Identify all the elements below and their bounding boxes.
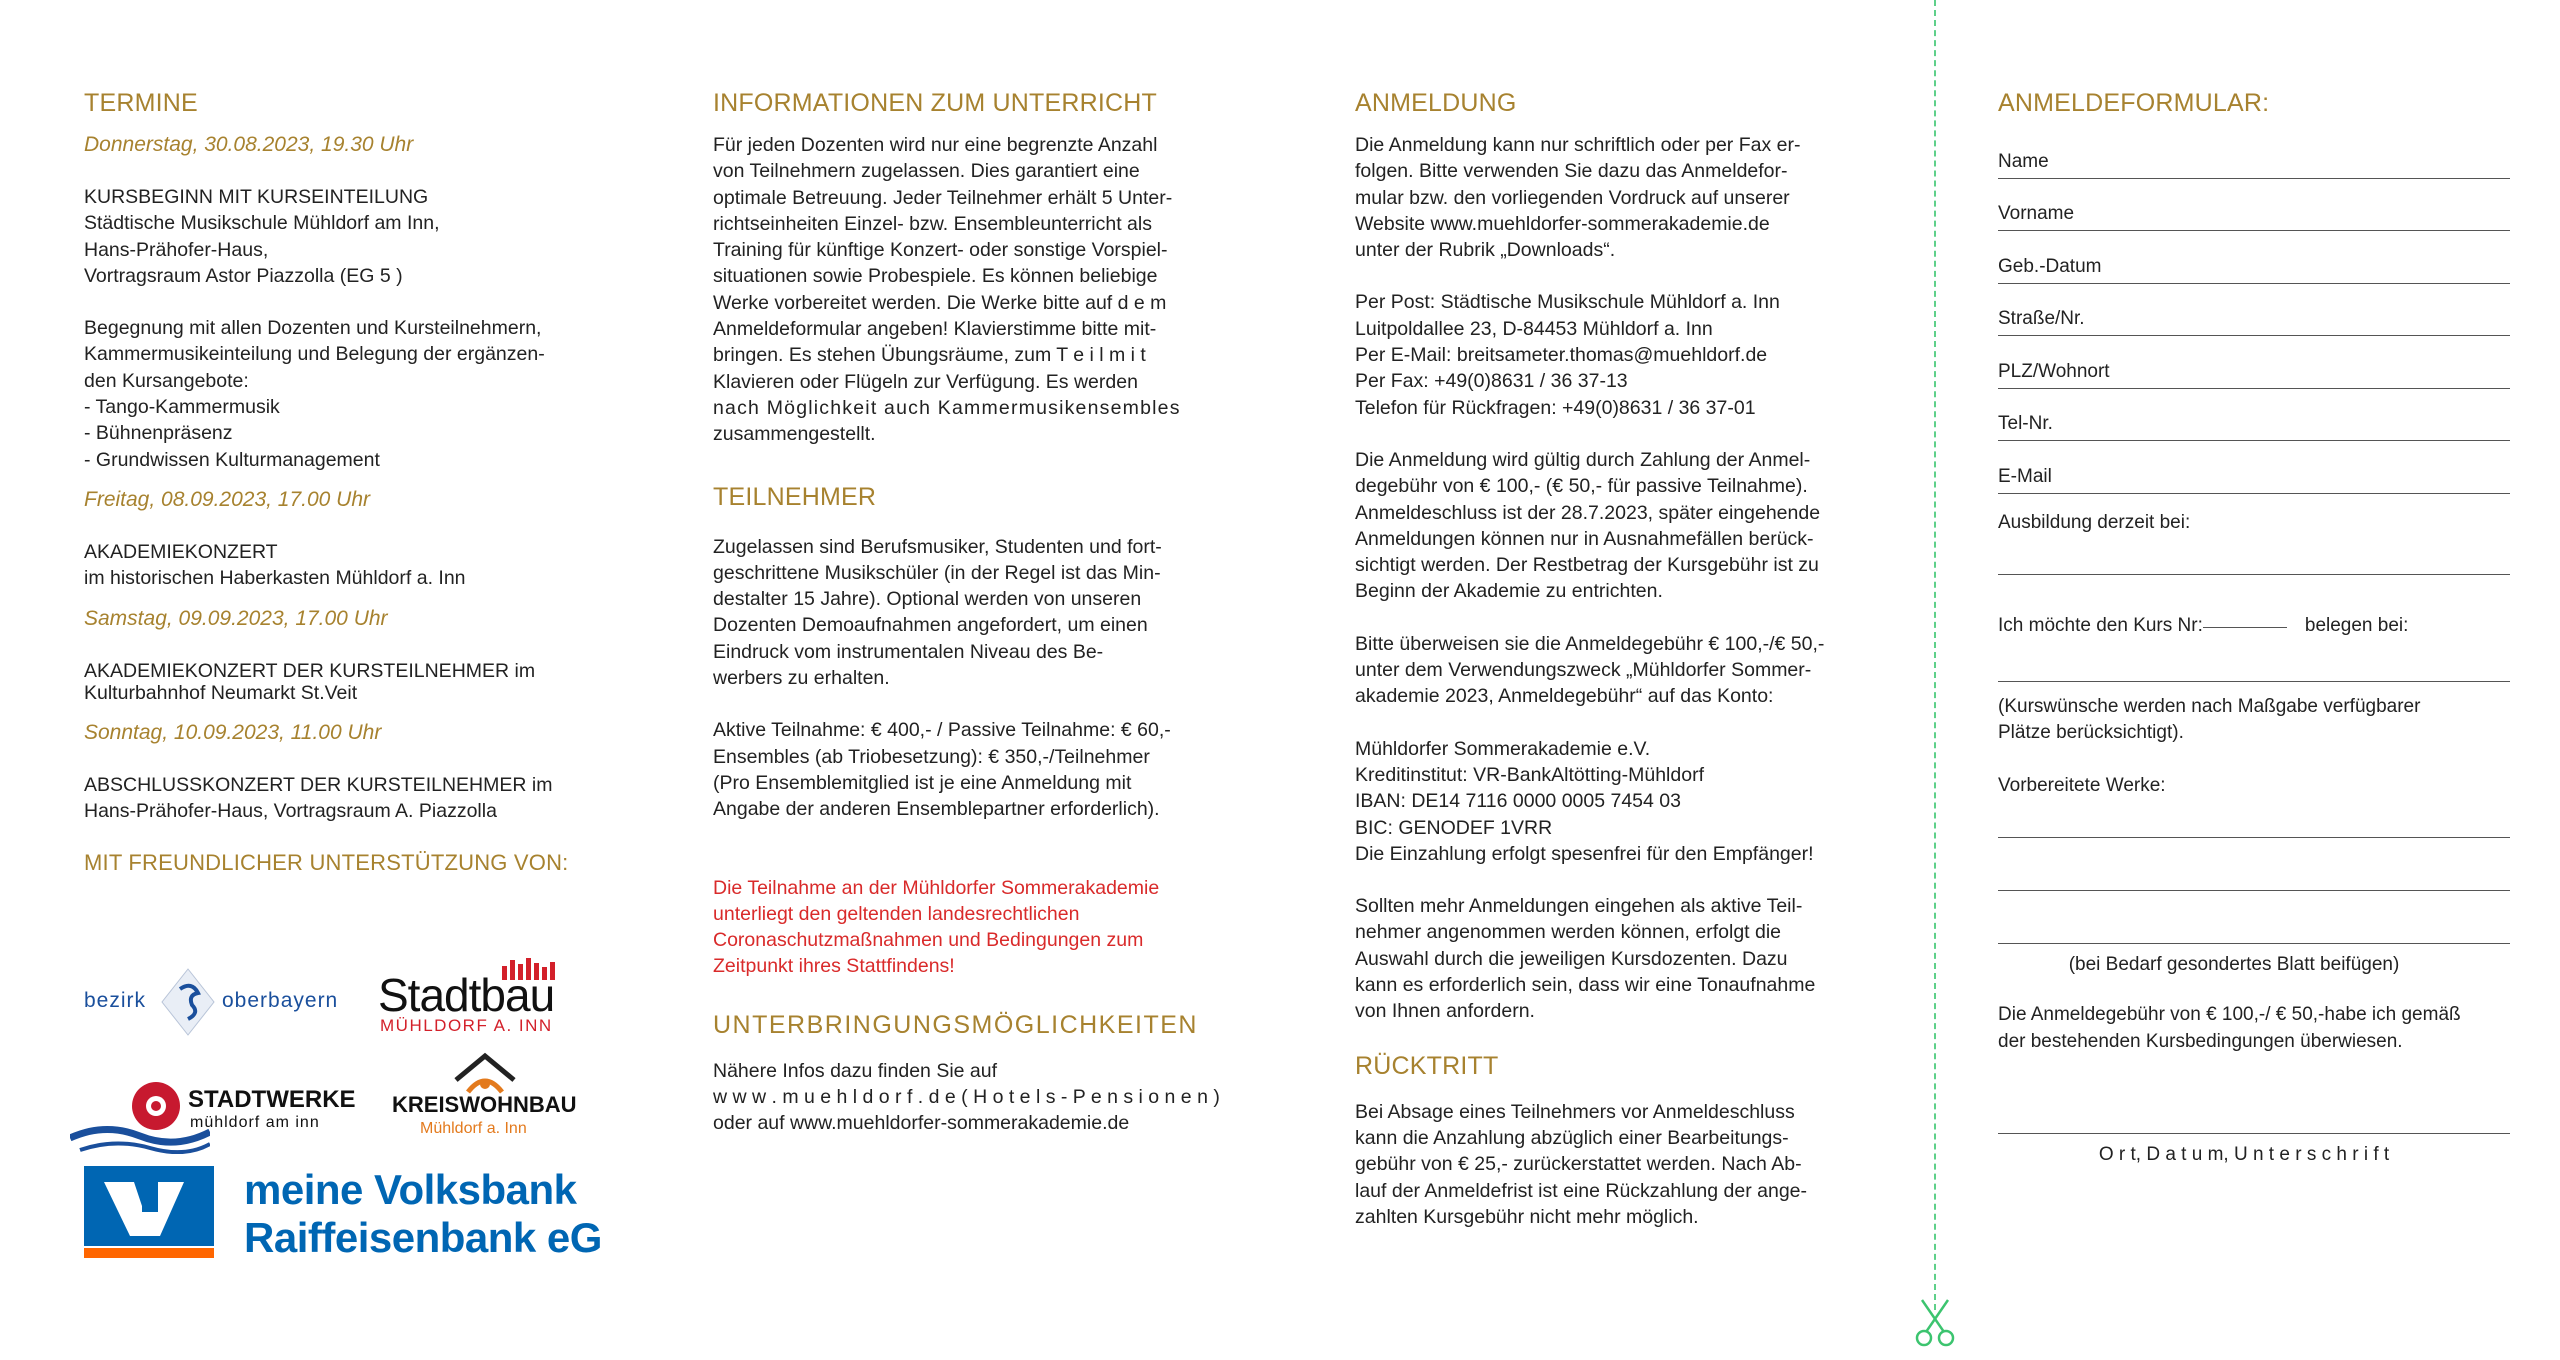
text-line: mular bzw. den vorliegenden Vordruck auf unserer — [1355, 186, 1790, 209]
corona-notice: Coronaschutzmaßnahmen und Bedingungen zum — [713, 929, 1144, 952]
volksbank-logo — [84, 1166, 624, 1266]
text-line: von Teilnehmern zugelassen. Dies garantiert eine — [713, 160, 1140, 183]
kurswunsch-note: Plätze berücksichtigt). — [1998, 722, 2184, 744]
field-name[interactable] — [1998, 128, 2510, 181]
event-date-1: Donnerstag, 30.08.2023, 19.30 Uhr — [84, 133, 414, 156]
kurs-line — [1998, 613, 2510, 639]
text-line: ABSCHLUSSKONZERT DER KURSTEILNEHMER im — [84, 774, 553, 797]
text-line: Per Post: Städtische Musikschule Mühldorf a. Inn — [1355, 291, 1780, 314]
gebuehr-confirmation: der bestehenden Kursbedingungen überwiesen. — [1998, 1030, 2403, 1052]
text-line: oder auf www.muehldorfer-sommerakademie.de — [713, 1112, 1130, 1135]
text-line: Hans-Prähofer-Haus, — [84, 238, 269, 261]
stadtwerke-text: STADTWERKE — [188, 1086, 356, 1113]
text-line: Kulturbahnhof Neumarkt St.Veit — [84, 681, 358, 704]
text-line: Kammermusikeinteilung und Belegung der ergänzen- — [84, 343, 545, 366]
text-line: Klavieren oder Flügeln zur Verfügung. Es werden — [713, 370, 1138, 393]
kreiswohnbau-subtext: Mühldorf a. Inn — [420, 1120, 527, 1137]
volksbank-text: meine Volksbank — [244, 1166, 577, 1213]
ausbildung-label: Ausbildung derzeit bei: — [1998, 511, 2191, 533]
text-line: Vortragsraum Astor Piazzolla (EG 5 ) — [84, 264, 403, 287]
unterricht-text — [713, 132, 1253, 448]
text-line: nach Möglichkeit auch Kammermusikensembles — [713, 396, 1181, 419]
registration-form — [1998, 78, 2510, 1168]
text-line: Anmeldeschluss ist der 28.7.2023, später eingehende — [1355, 501, 1821, 524]
contact-email: Per E-Mail: breitsameter.thomas@muehldorf.de — [1355, 344, 1768, 367]
text-line: - Tango-Kammermusik — [84, 396, 280, 419]
text-line: KURSBEGINN MIT KURSEINTEILUNG — [84, 186, 429, 208]
iban: IBAN: DE14 7116 0000 0005 7454 03 — [1355, 790, 1681, 813]
teilnehmer-text — [713, 534, 1253, 980]
text-line: destalter 15 Jahre). Optional werden von unseren — [713, 588, 1142, 611]
text-line: nehmer angenommen werden können, erfolgt die — [1355, 921, 1782, 944]
event-1-details — [84, 184, 644, 473]
text-line: Städtische Musikschule Mühldorf am Inn, — [84, 212, 440, 235]
support-heading: MIT FREUNDLICHER UNTERSTÜTZUNG VON: — [84, 849, 569, 875]
termine-heading: TERMINE — [84, 89, 198, 117]
text-line: Angabe der anderen Ensemblepartner erforderlich). — [713, 798, 1160, 821]
bezirk-emblem-icon — [160, 967, 216, 1037]
field-vorname[interactable] — [1998, 181, 2510, 234]
info-column — [713, 78, 1253, 1137]
anmeldung-heading: ANMELDUNG — [1355, 89, 1517, 117]
text-line: situationen sowie Probespiele. Es können beliebige — [713, 265, 1158, 288]
kreiswohnbau-logo — [392, 1052, 592, 1142]
text-line: kann die Anzahlung abzüglich einer Bearbeitungs- — [1355, 1126, 1789, 1149]
stadtwerke-subtext: mühldorf am inn — [190, 1114, 320, 1131]
text-line: folgen. Bitte verwenden Sie dazu das Anmeldefor- — [1355, 160, 1788, 183]
text-line: Anmeldungen können nur in Ausnahmefällen berück- — [1355, 527, 1814, 550]
text-line: Die Anmeldung wird gültig durch Zahlung der Anmel- — [1355, 448, 1811, 471]
text-line: gebühr von € 25,- zurückerstattet werden. Nach Ab- — [1355, 1153, 1802, 1176]
kurswunsch-note: (Kurswünsche werden nach Maßgabe verfügbarer — [1998, 696, 2421, 718]
stadtbau-subtext: MÜHLDORF A. INN — [380, 1016, 553, 1035]
text-line: unter der Rubrik „Downloads“. — [1355, 239, 1616, 262]
event-date-3: Samstag, 09.09.2023, 17.00 Uhr — [84, 606, 388, 630]
gebuehr-confirmation: Die Anmeldegebühr von € 100,-/ € 50,-habe ich gemäß — [1998, 1004, 2461, 1026]
kreiswohnbau-text: KREISWOHNBAU — [392, 1092, 577, 1117]
text-line: Bitte überweisen sie die Anmeldegebühr € 100,-/€ 50,- — [1355, 632, 1825, 655]
kreiswohnbau-roof-icon — [452, 1052, 518, 1096]
unterbringung-text — [713, 1058, 1253, 1137]
event-date-2: Freitag, 08.09.2023, 17.00 Uhr — [84, 487, 371, 511]
form-heading: ANMELDEFORMULAR: — [1998, 89, 2270, 117]
belegen-label: belegen bei: — [2304, 614, 2409, 636]
bezirk-text: bezirk — [84, 989, 147, 1012]
field-plz-wohnort[interactable] — [1998, 338, 2510, 391]
text-line: Kreditinstitut: VR-BankAltötting-Mühldorf — [1355, 763, 1704, 786]
text-line: optimale Betreuung. Jeder Teilnehmer erhält 5 Unter- — [713, 186, 1173, 209]
text-line: den Kursangebote: — [84, 369, 249, 392]
text-line: Ensembles (ab Triobesetzung): € 350,-/Teilnehmer — [713, 745, 1150, 768]
text-line: Mühldorfer Sommerakademie e.V. — [1355, 737, 1651, 760]
text-line: geschrittene Musikschüler (in der Regel ist das Min- — [713, 561, 1161, 584]
bezirk-oberbayern-logo — [84, 965, 354, 1045]
text-line: Hans-Prähofer-Haus, Vortragsraum A. Piazzolla — [84, 800, 497, 823]
field-label: Straße/Nr. — [1998, 308, 2085, 329]
scissors-icon — [1914, 1298, 1956, 1348]
text-line: unter dem Verwendungszweck „Mühldorfer Sommer- — [1355, 659, 1812, 682]
ruecktritt-heading: RÜCKTRITT — [1355, 1051, 1499, 1080]
werke-input-line-2[interactable] — [1998, 890, 2510, 891]
field-label: E-Mail — [1998, 465, 2052, 487]
text-line: Für jeden Dozenten wird nur eine begrenzte Anzahl — [713, 134, 1158, 156]
contact-phone: Telefon für Rückfragen: +49(0)8631 / 36 37-01 — [1355, 396, 1756, 419]
field-geburtsdatum[interactable] — [1998, 233, 2510, 286]
text-line: Sollten mehr Anmeldungen eingehen als aktive Teil- — [1355, 895, 1803, 918]
text-line: Aktive Teilnahme: € 400,- / Passive Teilnahme: € 60,- — [713, 719, 1171, 742]
text-line: Luitpoldallee 23, D-84453 Mühldorf a. Inn — [1355, 317, 1713, 340]
corona-notice: Die Teilnahme an der Mühldorfer Sommerakademie — [713, 876, 1160, 899]
anmeldung-text — [1355, 132, 1900, 1025]
field-label: Geb.-Datum — [1998, 255, 2102, 277]
kurs-label: Ich möchte den Kurs Nr: — [1998, 614, 2203, 636]
corona-notice: unterliegt den geltenden landesrechtlichen — [713, 902, 1080, 925]
text-line: Werke vorbereitet werden. Die Werke bitte auf d e m — [713, 291, 1167, 314]
text-line: Bei Absage eines Teilnehmers vor Anmeldeschluss — [1355, 1100, 1795, 1123]
signature-label: O r t, D a t u m, U n t e r s c h r i f t — [2098, 1143, 2390, 1165]
text-line: - Bühnenpräsenz — [84, 422, 233, 445]
text-line: Begegnung mit allen Dozenten und Kursteilnehmern, — [84, 317, 542, 340]
text-line: lauf der Anmeldefrist ist eine Rückzahlung der ange- — [1355, 1179, 1808, 1202]
text-line: Website www.muehldorfer-sommerakademie.de — [1355, 212, 1770, 235]
stadtwerke-wave-icon — [70, 1120, 210, 1154]
field-label: Name — [1998, 150, 2049, 172]
field-telefon[interactable] — [1998, 391, 2510, 444]
text-line: Anmeldeformular angeben! Klavierstimme bitte mit- — [713, 318, 1157, 341]
cut-line — [1934, 0, 1936, 1310]
text-line: Die Einzahlung erfolgt spesenfrei für den Empfänger! — [1355, 842, 1814, 865]
text-line: Die Anmeldung kann nur schriftlich oder per Fax er- — [1355, 134, 1801, 156]
schedule-column — [84, 78, 644, 883]
text-line: w w w . m u e h l d o r f . d e ( H o t e l s - P e n s i o n e n ) — [713, 1086, 1220, 1109]
text-line: AKADEMIEKONZERT DER KURSTEILNEHMER im — [84, 659, 536, 682]
text-line: Zugelassen sind Berufsmusiker, Studenten und fort- — [713, 535, 1162, 558]
stadtbau-text: Stadtbau — [378, 969, 555, 1021]
text-line: Beginn der Akademie zu entrichten. — [1355, 580, 1663, 603]
dozent-input-line[interactable] — [1998, 681, 2510, 682]
contact-fax: Per Fax: +49(0)8631 / 36 37-13 — [1355, 370, 1628, 393]
text-line: zusammengestellt. — [713, 423, 876, 446]
text-line: bringen. Es stehen Übungsräume, zum T e i l m i t — [713, 344, 1146, 367]
corona-notice: Zeitpunkt ihres Stattfindens! — [713, 955, 955, 978]
kurs-number-input[interactable] — [2203, 627, 2287, 628]
text-line: Auswahl durch die jeweiligen Kursdozenten. Dazu — [1355, 947, 1788, 970]
teilnehmer-heading: TEILNEHMER — [713, 482, 877, 511]
text-line: AKADEMIEKONZERT — [84, 540, 278, 563]
field-strasse[interactable] — [1998, 286, 2510, 339]
werke-input-line-3[interactable] — [1998, 943, 2510, 944]
stadtwerke-logo — [70, 1080, 370, 1160]
text-line: (Pro Ensemblemitglied ist je eine Anmeldung mit — [713, 771, 1132, 794]
unterricht-heading: INFORMATIONEN ZUM UNTERRICHT — [713, 89, 1157, 117]
bic: BIC: GENODEF 1VRR — [1355, 816, 1553, 839]
blatt-note: (bei Bedarf gesondertes Blatt beifügen) — [2068, 953, 2400, 975]
werke-label: Vorbereitete Werke: — [1998, 774, 2166, 796]
ruecktritt-text — [1355, 1099, 1900, 1230]
text-line: Eindruck vom instrumentalen Niveau des Be- — [713, 640, 1104, 663]
field-label: PLZ/Wohnort — [1998, 360, 2110, 382]
field-email[interactable] — [1998, 443, 2510, 496]
text-line: Training für künftige Konzert- oder sonstige Vorspiel- — [713, 239, 1168, 262]
stadtbau-logo — [378, 958, 578, 1038]
text-line: Nähere Infos dazu finden Sie auf — [713, 1059, 998, 1082]
field-label: Tel-Nr. — [1998, 413, 2053, 434]
text-line: werbers zu erhalten. — [713, 667, 890, 690]
text-line: degebühr von € 100,- (€ 50,- für passive Teilnahme). — [1355, 475, 1808, 498]
text-line: Dozenten Demoaufnahmen angefordert, um einen — [713, 614, 1148, 637]
raiffeisenbank-text: Raiffeisenbank eG — [244, 1214, 602, 1261]
text-line: - Grundwissen Kulturmanagement — [84, 448, 380, 471]
field-label: Vorname — [1998, 203, 2075, 224]
ausbildung-input-line[interactable] — [1998, 574, 2510, 575]
werke-input-line-1[interactable] — [1998, 837, 2510, 838]
text-line: akademie 2023, Anmeldegebühr“ auf das Konto: — [1355, 685, 1774, 708]
text-line: richtseinheiten Einzel- bzw. Ensembleunterricht als — [713, 212, 1152, 235]
signature-input-line[interactable] — [1998, 1133, 2510, 1134]
anmeldung-column — [1355, 78, 1900, 1230]
unterbringung-heading: UNTERBRINGUNGSMÖGLICHKEITEN — [713, 1010, 1198, 1039]
text-line: kann es erforderlich sein, dass wir eine Tonaufnahme — [1355, 974, 1816, 997]
event-date-4: Sonntag, 10.09.2023, 11.00 Uhr — [84, 721, 382, 745]
text-line: von Ihnen anfordern. — [1355, 1000, 1535, 1023]
volksbank-emblem-icon — [84, 1166, 214, 1258]
text-line: sichtigt werden. Der Restbetrag der Kursgebühr ist zu — [1355, 554, 1819, 577]
oberbayern-text: oberbayern — [222, 989, 339, 1012]
text-line: im historischen Haberkasten Mühldorf a. Inn — [84, 567, 466, 590]
text-line: zahlten Kursgebühr nicht mehr möglich. — [1355, 1205, 1699, 1228]
